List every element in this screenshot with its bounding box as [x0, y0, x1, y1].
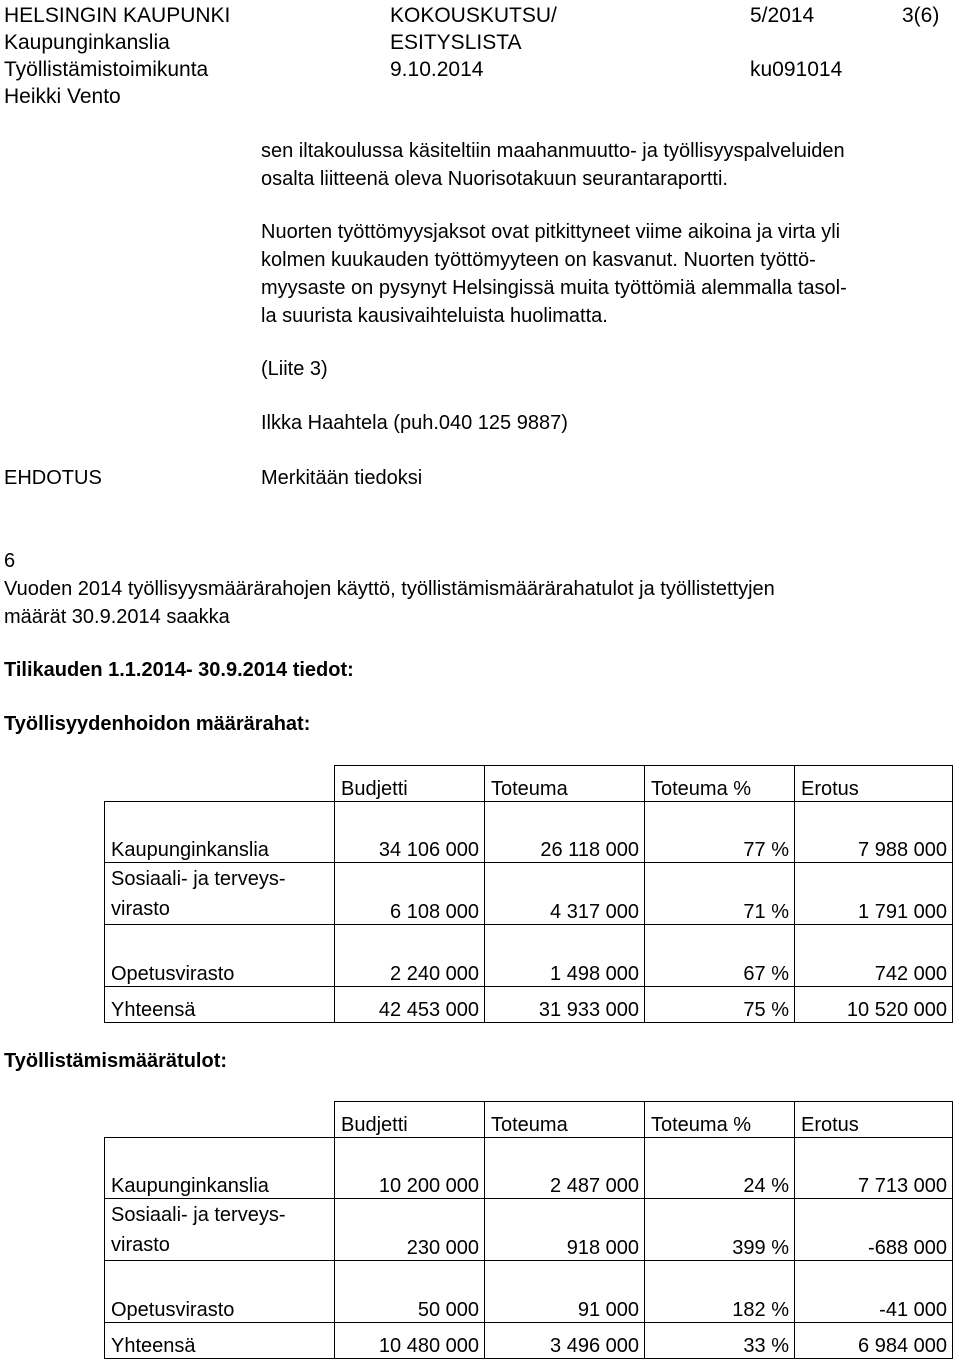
- header-author: Heikki Vento: [4, 85, 121, 108]
- cell-budget: 10 480 000: [335, 1323, 485, 1359]
- cell-actual-pct: 182 %: [645, 1261, 795, 1323]
- table-header-row: [105, 1102, 953, 1138]
- cell-difference: 10 520 000: [795, 987, 953, 1023]
- cell-actual: 3 496 000: [485, 1323, 645, 1359]
- cell-difference: 7 713 000: [795, 1138, 953, 1199]
- cell-budget: 6 108 000: [335, 863, 485, 925]
- revenue-table: [104, 1101, 953, 1359]
- col-header-budget: Budjetti: [335, 766, 485, 802]
- cell-difference: 742 000: [795, 925, 953, 987]
- row-label: Yhteensä: [105, 1323, 335, 1359]
- cell-actual-pct: 33 %: [645, 1323, 795, 1359]
- row-label-line-2: virasto: [111, 898, 170, 920]
- cell-difference: 6 984 000: [795, 1323, 953, 1359]
- header-org: HELSINGIN KAUPUNKI: [4, 4, 231, 27]
- cell-difference: 1 791 000: [795, 863, 953, 925]
- paragraph-2-line-4: la suurista kausivaihteluista huolimatta.: [261, 305, 608, 327]
- cell-budget: 10 200 000: [335, 1138, 485, 1199]
- header-date: 9.10.2014: [390, 58, 484, 81]
- row-label: [105, 1199, 335, 1261]
- cell-actual: 918 000: [485, 1199, 645, 1261]
- paragraph-1-line-2: osalta liitteenä oleva Nuorisotakuun seurantaraportti.: [261, 168, 728, 190]
- row-label-line-1: Sosiaali- ja terveys-: [111, 868, 286, 890]
- cell-actual: 26 118 000: [485, 802, 645, 863]
- row-label-line-2: virasto: [111, 1234, 170, 1256]
- proposal-text: Merkitään tiedoksi: [261, 467, 423, 489]
- table-row: [105, 1199, 953, 1261]
- header-code: ku091014: [750, 58, 843, 81]
- row-label: Yhteensä: [105, 987, 335, 1023]
- cell-actual: 1 498 000: [485, 925, 645, 987]
- item-title-line-1: Vuoden 2014 työllisyysmäärärahojen käyttö, työllistämismäärärahatulot ja työllistettyjen: [4, 578, 775, 600]
- table-row: [105, 1138, 953, 1199]
- row-label-line-1: Sosiaali- ja terveys-: [111, 1204, 286, 1226]
- row-label: Kaupunginkanslia: [105, 1138, 335, 1199]
- cell-actual-pct: 77 %: [645, 802, 795, 863]
- section-heading-revenue: Työllistämismäärätulot:: [4, 1050, 228, 1072]
- header-number: 5/2014: [750, 4, 815, 27]
- col-header-difference: Erotus: [795, 766, 953, 802]
- cell-difference: -688 000: [795, 1199, 953, 1261]
- row-label: [105, 863, 335, 925]
- table-row-total: [105, 987, 953, 1023]
- cell-budget: 34 106 000: [335, 802, 485, 863]
- cell-actual-pct: 24 %: [645, 1138, 795, 1199]
- cell-actual-pct: 399 %: [645, 1199, 795, 1261]
- table-row-total: [105, 1323, 953, 1359]
- col-header-actual: Toteuma: [485, 766, 645, 802]
- table-row: [105, 925, 953, 987]
- attachment-reference: (Liite 3): [261, 358, 328, 380]
- cell-budget: 2 240 000: [335, 925, 485, 987]
- header-page: 3(6): [902, 4, 940, 27]
- cell-actual: 31 933 000: [485, 987, 645, 1023]
- table-header-row: [105, 766, 953, 802]
- table-header-blank: [105, 1102, 335, 1138]
- header-unit: Kaupunginkanslia: [4, 31, 170, 54]
- item-number: 6: [4, 550, 16, 572]
- header-doc-type-2: ESITYSLISTA: [390, 31, 522, 54]
- section-heading-appropriations: Työllisyydenhoidon määrärahat:: [4, 713, 311, 735]
- row-label: Opetusvirasto: [105, 1261, 335, 1323]
- cell-actual: 2 487 000: [485, 1138, 645, 1199]
- paragraph-2-line-2: kolmen kuukauden työttömyyteen on kasvanut. Nuorten työttö-: [261, 249, 816, 271]
- paragraph-1-line-1: sen iltakoulussa käsiteltiin maahanmuutto- ja työllisyyspalveluiden: [261, 140, 845, 162]
- row-label: Opetusvirasto: [105, 925, 335, 987]
- col-header-actual-pct: Toteuma %: [645, 1102, 795, 1138]
- contact-person: Ilkka Haahtela (puh.040 125 9887): [261, 412, 568, 434]
- table-row: [105, 802, 953, 863]
- col-header-budget: Budjetti: [335, 1102, 485, 1138]
- cell-budget: 50 000: [335, 1261, 485, 1323]
- cell-actual: 91 000: [485, 1261, 645, 1323]
- cell-actual: 4 317 000: [485, 863, 645, 925]
- col-header-actual: Toteuma: [485, 1102, 645, 1138]
- item-title-line-2: määrät 30.9.2014 saakka: [4, 606, 230, 628]
- cell-difference: -41 000: [795, 1261, 953, 1323]
- cell-actual-pct: 67 %: [645, 925, 795, 987]
- table-row: [105, 1261, 953, 1323]
- row-label: Kaupunginkanslia: [105, 802, 335, 863]
- cell-budget: 230 000: [335, 1199, 485, 1261]
- paragraph-2-line-1: Nuorten työttömyysjaksot ovat pitkittyneet viime aikoina ja virta yli: [261, 221, 841, 243]
- col-header-actual-pct: Toteuma %: [645, 766, 795, 802]
- proposal-label: EHDOTUS: [4, 467, 102, 489]
- header-doc-type-1: KOKOUSKUTSU/: [390, 4, 557, 27]
- table-row: [105, 863, 953, 925]
- period-heading: Tilikauden 1.1.2014- 30.9.2014 tiedot:: [4, 659, 354, 681]
- cell-actual-pct: 75 %: [645, 987, 795, 1023]
- cell-budget: 42 453 000: [335, 987, 485, 1023]
- paragraph-2-line-3: myysaste on pysynyt Helsingissä muita työttömiä alemmalla tasol-: [261, 277, 847, 299]
- col-header-difference: Erotus: [795, 1102, 953, 1138]
- appropriations-table: [104, 765, 953, 1023]
- cell-difference: 7 988 000: [795, 802, 953, 863]
- table-header-blank: [105, 766, 335, 802]
- header-committee: Työllistämistoimikunta: [4, 58, 209, 81]
- cell-actual-pct: 71 %: [645, 863, 795, 925]
